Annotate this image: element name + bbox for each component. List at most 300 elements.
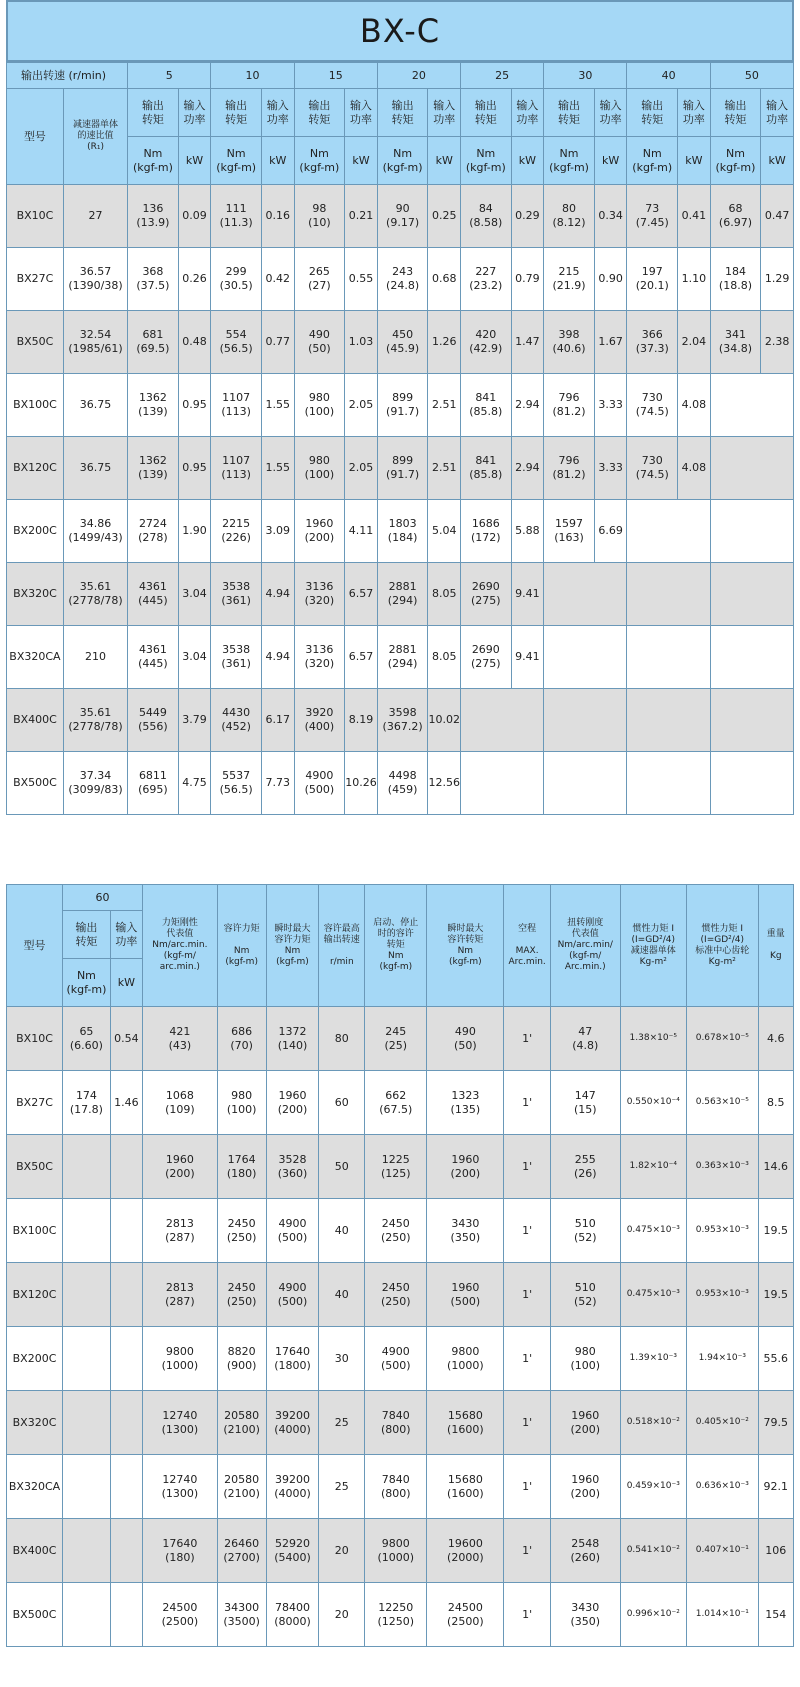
- model-cell: BX10C: [7, 1007, 63, 1071]
- max-speed-cell: 20: [319, 1583, 365, 1647]
- instant-torque-cell: 1960 (200): [427, 1135, 504, 1199]
- power-cell: 3.09: [261, 500, 294, 563]
- torque-cell: 450 (45.9): [377, 311, 428, 374]
- torque-cell: 1597 (163): [544, 500, 595, 563]
- inertia-gear-cell: 0.953×10⁻³: [686, 1199, 758, 1263]
- instant-moment-cell: 39200 (4000): [266, 1455, 319, 1519]
- speed-value: 40: [627, 63, 710, 89]
- backlash-cell: 1': [504, 1263, 551, 1327]
- power-cell: 4.94: [261, 626, 294, 689]
- inertia-unit-cell: 0.996×10⁻²: [620, 1583, 686, 1647]
- model-cell: BX27C: [7, 248, 64, 311]
- inertia-unit-cell: 0.541×10⁻²: [620, 1519, 686, 1583]
- torque-cell: 554 (56.5): [211, 311, 262, 374]
- start-stop-cell: 7840 (800): [365, 1455, 427, 1519]
- power-cell: 8.05: [428, 563, 461, 626]
- table-row: [7, 1455, 794, 1519]
- torque-cell: 1960 (200): [294, 500, 345, 563]
- power-cell: 8.05: [428, 626, 461, 689]
- max-speed-cell: 25: [319, 1391, 365, 1455]
- torsion-cell: 510 (52): [550, 1199, 620, 1263]
- table-row: [7, 563, 794, 626]
- power-header: 输入 功率: [761, 89, 794, 137]
- table-row: [7, 1263, 794, 1327]
- inertia-gear-cell: 0.953×10⁻³: [686, 1263, 758, 1327]
- torque-cell: 1362 (139): [128, 374, 179, 437]
- rigidity-cell: 12740 (1300): [142, 1391, 217, 1455]
- torque-unit: Nm (kgf-m): [211, 137, 262, 185]
- speed-value: 5: [128, 63, 211, 89]
- torque-cell: 98 (10): [294, 185, 345, 248]
- table-row: [7, 1135, 794, 1199]
- start-stop-header: 启动、停止 时的容许 转矩 Nm (kgf-m): [365, 885, 427, 1007]
- ratio-cell: 35.61 (2778/78): [63, 689, 127, 752]
- torque-cell: 841 (85.8): [461, 374, 512, 437]
- power-cell: 10.02: [428, 689, 461, 752]
- table-row: [7, 1007, 794, 1071]
- power-unit: kW: [678, 137, 711, 185]
- power-cell: 1.55: [261, 437, 294, 500]
- allow-moment-cell: 2450 (250): [217, 1199, 266, 1263]
- weight-cell: 79.5: [758, 1391, 793, 1455]
- torsion-cell: 1960 (200): [550, 1391, 620, 1455]
- allow-moment-cell: 34300 (3500): [217, 1583, 266, 1647]
- inertia-gear-cell: 1.94×10⁻³: [686, 1327, 758, 1391]
- power-header: 输入 功率: [511, 89, 544, 137]
- power-cell: 4.08: [678, 437, 711, 500]
- torsion-cell: 1960 (200): [550, 1455, 620, 1519]
- power-cell: 2.38: [761, 311, 794, 374]
- power-cell: 0.77: [261, 311, 294, 374]
- power-cell: 6.69: [594, 500, 627, 563]
- ratio-cell: 37.34 (3099/83): [63, 752, 127, 815]
- allow-moment-cell: 1764 (180): [217, 1135, 266, 1199]
- torsion-cell: 3430 (350): [550, 1583, 620, 1647]
- instant-moment-cell: 1960 (200): [266, 1071, 319, 1135]
- torque-cell: 368 (37.5): [128, 248, 179, 311]
- instant-torque-cell: 490 (50): [427, 1007, 504, 1071]
- power-cell: 8.19: [345, 689, 378, 752]
- allow-moment-cell: 686 (70): [217, 1007, 266, 1071]
- model-cell: BX120C: [7, 1263, 63, 1327]
- model-cell: BX320C: [7, 563, 64, 626]
- instant-moment-cell: 78400 (8000): [266, 1583, 319, 1647]
- table-row: [7, 689, 794, 752]
- empty-cell: [461, 752, 544, 815]
- model-cell: BX200C: [7, 1327, 63, 1391]
- torque-cell: 899 (91.7): [377, 437, 428, 500]
- instant-torque-cell: 15680 (1600): [427, 1391, 504, 1455]
- backlash-cell: 1': [504, 1583, 551, 1647]
- model-cell: BX400C: [7, 1519, 63, 1583]
- torque-cell: [63, 1455, 111, 1519]
- inertia-unit-cell: 0.475×10⁻³: [620, 1199, 686, 1263]
- table-row: [7, 626, 794, 689]
- table-row: [7, 1199, 794, 1263]
- power-header: 输入 功率: [110, 911, 142, 959]
- rigidity-cell: 2813 (287): [142, 1263, 217, 1327]
- power-cell: 0.41: [678, 185, 711, 248]
- torque-cell: 796 (81.2): [544, 437, 595, 500]
- model-cell: BX27C: [7, 1071, 63, 1135]
- power-unit: kW: [110, 959, 142, 1007]
- torque-cell: 3598 (367.2): [377, 689, 428, 752]
- instant-moment-header: 瞬时最大 容许力矩 Nm (kgf-m): [266, 885, 319, 1007]
- ratio-header: 减速器单体 的速比值 (R₁): [63, 89, 127, 185]
- backlash-cell: 1': [504, 1519, 551, 1583]
- empty-cell: [544, 689, 627, 752]
- torque-cell: [63, 1583, 111, 1647]
- speed-value: 15: [294, 63, 377, 89]
- rigidity-cell: 1068 (109): [142, 1071, 217, 1135]
- weight-header: 重量 Kg: [758, 885, 793, 1007]
- power-cell: 4.08: [678, 374, 711, 437]
- power-cell: [110, 1263, 142, 1327]
- power-unit: kW: [761, 137, 794, 185]
- torque-cell: 681 (69.5): [128, 311, 179, 374]
- power-cell: [110, 1327, 142, 1391]
- empty-cell: [710, 374, 793, 437]
- table-row: [7, 500, 794, 563]
- torsion-cell: 980 (100): [550, 1327, 620, 1391]
- torque-cell: 341 (34.8): [710, 311, 761, 374]
- weight-cell: 106: [758, 1519, 793, 1583]
- power-header: 输入 功率: [678, 89, 711, 137]
- torque-cell: 2215 (226): [211, 500, 262, 563]
- torque-cell: [63, 1391, 111, 1455]
- torque-unit: Nm (kgf-m): [294, 137, 345, 185]
- inertia-unit-header: 惯性力矩 I (I=GD²/4) 减速器单体 Kg-m²: [620, 885, 686, 1007]
- power-unit: kW: [261, 137, 294, 185]
- torque-cell: 80 (8.12): [544, 185, 595, 248]
- torque-cell: 3136 (320): [294, 626, 345, 689]
- instant-moment-cell: 3528 (360): [266, 1135, 319, 1199]
- table-row: [7, 1583, 794, 1647]
- ratio-cell: 36.75: [63, 437, 127, 500]
- model-cell: BX50C: [7, 311, 64, 374]
- torque-cell: [63, 1263, 111, 1327]
- torque-cell: 490 (50): [294, 311, 345, 374]
- empty-cell: [544, 563, 627, 626]
- model-cell: BX320C: [7, 1391, 63, 1455]
- empty-cell: [710, 626, 793, 689]
- max-speed-cell: 40: [319, 1199, 365, 1263]
- table-row: [7, 185, 794, 248]
- max-speed-cell: 80: [319, 1007, 365, 1071]
- speed-value: 30: [544, 63, 627, 89]
- allow-moment-header: 容许力矩 Nm (kgf-m): [217, 885, 266, 1007]
- instant-torque-cell: 15680 (1600): [427, 1455, 504, 1519]
- power-cell: 6.57: [345, 626, 378, 689]
- torque-cell: 1362 (139): [128, 437, 179, 500]
- torque-cell: 84 (8.58): [461, 185, 512, 248]
- allow-moment-cell: 8820 (900): [217, 1327, 266, 1391]
- power-cell: [110, 1455, 142, 1519]
- torque-cell: 3136 (320): [294, 563, 345, 626]
- model-cell: BX320CA: [7, 1455, 63, 1519]
- torsion-cell: 255 (26): [550, 1135, 620, 1199]
- inertia-gear-header: 惯性力矩 I (I=GD²/4) 标准中心齿轮 Kg-m²: [686, 885, 758, 1007]
- power-cell: [110, 1391, 142, 1455]
- power-cell: 0.34: [594, 185, 627, 248]
- backlash-cell: 1': [504, 1007, 551, 1071]
- model-cell: BX100C: [7, 374, 64, 437]
- torque-header: 输出 转矩: [294, 89, 345, 137]
- power-cell: 1.46: [110, 1071, 142, 1135]
- instant-torque-header: 瞬时最大 容许转矩 Nm (kgf-m): [427, 885, 504, 1007]
- torque-cell: 1686 (172): [461, 500, 512, 563]
- power-cell: 2.94: [511, 437, 544, 500]
- power-cell: [110, 1199, 142, 1263]
- power-cell: 1.26: [428, 311, 461, 374]
- max-speed-cell: 40: [319, 1263, 365, 1327]
- torque-cell: 4430 (452): [211, 689, 262, 752]
- torque-cell: 899 (91.7): [377, 374, 428, 437]
- power-cell: 2.51: [428, 374, 461, 437]
- model-cell: BX500C: [7, 752, 64, 815]
- power-cell: 10.26: [345, 752, 378, 815]
- torque-cell: 2690 (275): [461, 626, 512, 689]
- table-row: [7, 1519, 794, 1583]
- torque-cell: 420 (42.9): [461, 311, 512, 374]
- torque-cell: 90 (9.17): [377, 185, 428, 248]
- start-stop-cell: 9800 (1000): [365, 1519, 427, 1583]
- inertia-unit-cell: 1.38×10⁻⁵: [620, 1007, 686, 1071]
- power-cell: 0.09: [178, 185, 211, 248]
- backlash-cell: 1': [504, 1071, 551, 1135]
- torque-header: 输出 转矩: [544, 89, 595, 137]
- start-stop-cell: 662 (67.5): [365, 1071, 427, 1135]
- table-row: [7, 374, 794, 437]
- torsion-cell: 510 (52): [550, 1263, 620, 1327]
- ratio-cell: 35.61 (2778/78): [63, 563, 127, 626]
- power-cell: 1.29: [761, 248, 794, 311]
- backlash-cell: 1': [504, 1327, 551, 1391]
- torque-header: 输出 转矩: [211, 89, 262, 137]
- power-cell: 3.04: [178, 563, 211, 626]
- torque-cell: 174 (17.8): [63, 1071, 111, 1135]
- rigidity-cell: 1960 (200): [142, 1135, 217, 1199]
- empty-cell: [627, 626, 710, 689]
- power-cell: 0.95: [178, 437, 211, 500]
- instant-torque-cell: 1960 (500): [427, 1263, 504, 1327]
- rigidity-cell: 2813 (287): [142, 1199, 217, 1263]
- empty-cell: [544, 752, 627, 815]
- torque-cell: [63, 1135, 111, 1199]
- backlash-cell: 1': [504, 1391, 551, 1455]
- torque-cell: 299 (30.5): [211, 248, 262, 311]
- speed-value: 60: [63, 885, 143, 911]
- speed-value: 25: [461, 63, 544, 89]
- weight-cell: 92.1: [758, 1455, 793, 1519]
- max-speed-cell: 60: [319, 1071, 365, 1135]
- torque-unit: Nm (kgf-m): [710, 137, 761, 185]
- ratio-cell: 32.54 (1985/61): [63, 311, 127, 374]
- torque-cell: 2690 (275): [461, 563, 512, 626]
- backlash-header: 空程 MAX. Arc.min.: [504, 885, 551, 1007]
- power-cell: [110, 1583, 142, 1647]
- model-header: 型号: [7, 885, 63, 1007]
- torsion-cell: 2548 (260): [550, 1519, 620, 1583]
- torque-cell: 68 (6.97): [710, 185, 761, 248]
- torque-header: 输出 转矩: [128, 89, 179, 137]
- empty-cell: [627, 689, 710, 752]
- allow-moment-cell: 20580 (2100): [217, 1455, 266, 1519]
- torque-cell: 4900 (500): [294, 752, 345, 815]
- table-row: [7, 248, 794, 311]
- torque-cell: 65 (6.60): [63, 1007, 111, 1071]
- power-cell: 0.48: [178, 311, 211, 374]
- instant-torque-cell: 19600 (2000): [427, 1519, 504, 1583]
- torque-cell: 111 (11.3): [211, 185, 262, 248]
- power-header: 输入 功率: [261, 89, 294, 137]
- ratio-cell: 36.75: [63, 374, 127, 437]
- start-stop-cell: 2450 (250): [365, 1199, 427, 1263]
- power-cell: 3.33: [594, 437, 627, 500]
- power-header: 输入 功率: [428, 89, 461, 137]
- page-title: BX-C: [359, 12, 441, 50]
- inertia-gear-cell: 0.363×10⁻³: [686, 1135, 758, 1199]
- power-unit: kW: [594, 137, 627, 185]
- instant-moment-cell: 4900 (500): [266, 1263, 319, 1327]
- spec-table: [6, 884, 794, 1647]
- table-row: [7, 437, 794, 500]
- empty-cell: [710, 563, 793, 626]
- power-header: 输入 功率: [345, 89, 378, 137]
- power-header: 输入 功率: [594, 89, 627, 137]
- allow-moment-cell: 2450 (250): [217, 1263, 266, 1327]
- power-cell: 6.57: [345, 563, 378, 626]
- torque-cell: 5537 (56.5): [211, 752, 262, 815]
- power-cell: [110, 1135, 142, 1199]
- power-cell: 2.05: [345, 437, 378, 500]
- allow-moment-cell: 26460 (2700): [217, 1519, 266, 1583]
- instant-moment-cell: 1372 (140): [266, 1007, 319, 1071]
- inertia-gear-cell: 0.407×10⁻¹: [686, 1519, 758, 1583]
- instant-moment-cell: 52920 (5400): [266, 1519, 319, 1583]
- power-cell: 0.25: [428, 185, 461, 248]
- inertia-unit-cell: 1.82×10⁻⁴: [620, 1135, 686, 1199]
- torque-cell: 265 (27): [294, 248, 345, 311]
- torque-cell: 6811 (695): [128, 752, 179, 815]
- empty-cell: [461, 689, 544, 752]
- torsion-cell: 47 (4.8): [550, 1007, 620, 1071]
- power-unit: kW: [428, 137, 461, 185]
- start-stop-cell: 4900 (500): [365, 1327, 427, 1391]
- torque-unit: Nm (kgf-m): [461, 137, 512, 185]
- instant-moment-cell: 39200 (4000): [266, 1391, 319, 1455]
- power-cell: 0.54: [110, 1007, 142, 1071]
- allow-moment-cell: 980 (100): [217, 1071, 266, 1135]
- backlash-cell: 1': [504, 1199, 551, 1263]
- power-cell: 4.75: [178, 752, 211, 815]
- rigidity-cell: 12740 (1300): [142, 1455, 217, 1519]
- torque-cell: 841 (85.8): [461, 437, 512, 500]
- torque-cell: 136 (13.9): [128, 185, 179, 248]
- power-header: 输入 功率: [178, 89, 211, 137]
- torque-unit: Nm (kgf-m): [128, 137, 179, 185]
- torque-cell: 4361 (445): [128, 563, 179, 626]
- power-cell: 9.41: [511, 626, 544, 689]
- inertia-gear-cell: 0.636×10⁻³: [686, 1455, 758, 1519]
- rigidity-cell: 421 (43): [142, 1007, 217, 1071]
- inertia-gear-cell: 0.678×10⁻⁵: [686, 1007, 758, 1071]
- weight-cell: 19.5: [758, 1199, 793, 1263]
- power-cell: 9.41: [511, 563, 544, 626]
- torque-cell: 2881 (294): [377, 563, 428, 626]
- rigidity-header: 力矩刚性 代表值 Nm/arc.min. (kgf-m/ arc.min.): [142, 885, 217, 1007]
- speed-value: 10: [211, 63, 294, 89]
- empty-cell: [710, 437, 793, 500]
- power-cell: 0.95: [178, 374, 211, 437]
- empty-cell: [710, 752, 793, 815]
- max-speed-cell: 20: [319, 1519, 365, 1583]
- ratio-cell: 210: [63, 626, 127, 689]
- power-cell: 0.16: [261, 185, 294, 248]
- power-cell: 5.04: [428, 500, 461, 563]
- instant-torque-cell: 24500 (2500): [427, 1583, 504, 1647]
- torque-cell: 3920 (400): [294, 689, 345, 752]
- power-unit: kW: [178, 137, 211, 185]
- torque-unit: Nm (kgf-m): [377, 137, 428, 185]
- inertia-unit-cell: 0.550×10⁻⁴: [620, 1071, 686, 1135]
- torsion-cell: 147 (15): [550, 1071, 620, 1135]
- weight-cell: 55.6: [758, 1327, 793, 1391]
- torque-cell: 184 (18.8): [710, 248, 761, 311]
- table-row: [7, 1391, 794, 1455]
- weight-cell: 19.5: [758, 1263, 793, 1327]
- torsion-header: 扭转刚度 代表值 Nm/arc.min/ (kgf-m/ Arc.min.): [550, 885, 620, 1007]
- torque-cell: 215 (21.9): [544, 248, 595, 311]
- power-cell: 2.05: [345, 374, 378, 437]
- instant-moment-cell: 17640 (1800): [266, 1327, 319, 1391]
- model-cell: BX200C: [7, 500, 64, 563]
- torque-cell: 4498 (459): [377, 752, 428, 815]
- power-cell: 3.79: [178, 689, 211, 752]
- torque-cell: [63, 1519, 111, 1583]
- ratio-cell: 34.86 (1499/43): [63, 500, 127, 563]
- torque-cell: 2724 (278): [128, 500, 179, 563]
- ratio-cell: 27: [63, 185, 127, 248]
- inertia-unit-cell: 0.459×10⁻³: [620, 1455, 686, 1519]
- power-cell: 7.73: [261, 752, 294, 815]
- instant-torque-cell: 3430 (350): [427, 1199, 504, 1263]
- torque-cell: 3538 (361): [211, 563, 262, 626]
- power-cell: 0.68: [428, 248, 461, 311]
- torque-cell: 2881 (294): [377, 626, 428, 689]
- power-cell: 1.67: [594, 311, 627, 374]
- speed-value: 20: [377, 63, 460, 89]
- torque-cell: 4361 (445): [128, 626, 179, 689]
- torque-cell: [63, 1199, 111, 1263]
- power-cell: 2.04: [678, 311, 711, 374]
- page-title-bar: [6, 0, 794, 62]
- torque-cell: 1107 (113): [211, 374, 262, 437]
- torque-table: [6, 62, 794, 815]
- torque-cell: 730 (74.5): [627, 437, 678, 500]
- table-row: [7, 752, 794, 815]
- torque-cell: 1803 (184): [377, 500, 428, 563]
- power-cell: 0.79: [511, 248, 544, 311]
- instant-moment-cell: 4900 (500): [266, 1199, 319, 1263]
- torque-cell: 243 (24.8): [377, 248, 428, 311]
- power-cell: 4.94: [261, 563, 294, 626]
- torque-cell: 796 (81.2): [544, 374, 595, 437]
- torque-cell: [63, 1327, 111, 1391]
- inertia-gear-cell: 0.563×10⁻⁵: [686, 1071, 758, 1135]
- torque-cell: 5449 (556): [128, 689, 179, 752]
- power-unit: kW: [345, 137, 378, 185]
